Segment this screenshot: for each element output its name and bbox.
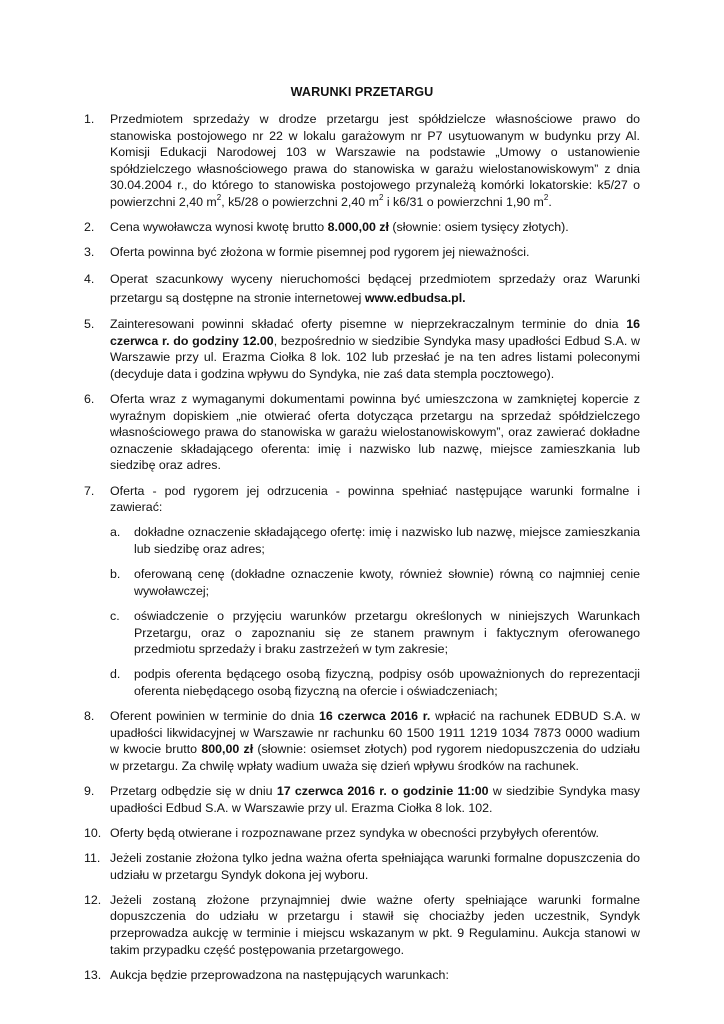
list-item [84,850,640,883]
sub-item [110,608,640,658]
item-text: , bezpośrednio w siedzibie Syndyka masy upadłości Edbud S.A. w Warszawie przy ul. Erazma Ciołka 8 lok. 102 lub przesłać je na ten adres listami poleconymi (decyduje data i godzina wpływu do Syndyka, nie zaś data stempla pocztowego). [110,333,640,381]
item-number: 7. [84,483,95,498]
bold-text: 16 czerwca r. do godziny 12.00 [110,317,640,348]
list-item [84,244,640,261]
list-item [84,391,640,474]
sub-item-text: podpis oferenta będącego osobą fizyczną, podpisy osób upoważnionych do reprezentacji oferenta niebędącego osobą fizyczną na ofercie i oświadczeniach; [134,667,640,698]
item-number: 6. [84,392,95,407]
list-item [84,219,640,236]
list-item [84,967,640,984]
item-number: 3. [84,245,95,260]
item-number: 10. [84,825,102,840]
item-number: 8. [84,709,95,724]
list-item [84,111,640,211]
item-number: 4. [84,271,95,286]
item-text: Operat szacunkowy wyceny nieruchomości będącej przedmiotem sprzedaży oraz Warunki przetargu są dostępne na stronie internetowej [110,271,640,305]
sub-item-text: oferowaną cenę (dokładne oznaczenie kwoty, również słownie) równą co najmniej cenie wywoławczej; [134,567,640,598]
item-text: , k5/28 o powierzchni 2,40 m [221,194,379,209]
superscript: 2 [216,192,222,202]
list-item [84,316,640,382]
superscript: 2 [543,192,549,202]
list-item [84,483,640,700]
item-text: Oferta - pod rygorem jej odrzucenia - powinna spełniać następujące warunki formalne i zawierać: [110,483,640,515]
conditions-list [84,111,640,992]
superscript: 2 [378,192,384,202]
item-number: 9. [84,784,95,799]
item-text: Oferty będą otwierane i rozpoznawane przez syndyka w obecności przybyłych oferentów. [110,825,599,840]
list-item [84,270,640,308]
list-item [84,783,640,816]
sub-item-letter: d. [110,667,121,682]
sub-item [110,524,640,557]
item-number: 1. [84,112,95,126]
item-number: 11. [84,851,101,866]
sub-item [110,666,640,699]
document-title: WARUNKI PRZETARGU [290,85,434,99]
sub-item-letter: c. [110,609,120,623]
bold-text: 17 czerwca 2016 r. o godzinie 11:00 [276,784,489,799]
item-text: wpłacić na rachunek EDBUD S.A. w upadłości likwidacyjnej w Warszawie nr rachunku 60 1500 1911 1219 1034 7873 0000 wadium w kwocie brutto [110,709,640,757]
sub-item-text: oświadczenie o przyjęciu warunków przetargu określonych w niniejszych Warunkach Przetargu, oraz o zapoznaniu się ze stanem prawnym i faktycznym oferowanego przedmiotu sprzedaży i braku zastrzeżeń w tym zakresie; [134,609,640,657]
item-text: Oferta powinna być złożona w formie pisemnej pod rygorem jej nieważności. [110,245,530,260]
item-text: Oferta wraz z wymaganymi dokumentami powinna być umieszczona w zamkniętej kopercie z wyraźnym dopiskiem „nie otwierać oferta dotycząca przetargu na sprzedaż spółdzielczego własnościowego prawa do stanowiska w garażu wielostanowiskowym”, oraz zawierać dokładne oznaczenie składającego oferenta: imię i nazwisko lub nazwę, miejsce zamieszkania lub siedzibę oraz adres. [110,392,640,473]
item-number: 2. [84,220,95,235]
bold-text: 8.000,00 zł [327,220,389,235]
website-link-text: www.edbudsa.pl. [364,290,466,305]
item-number: 12. [84,892,102,907]
item-text: (słownie: osiem tysięcy złotych). [388,220,569,235]
sub-item [110,566,640,599]
list-item [84,825,640,842]
item-text: Oferent powinien w terminie do dnia [110,709,319,724]
list-item [84,708,640,774]
item-text: (słownie: osiemset złotych) pod rygorem niedopuszczenia do udziału w przetargu. Za chwilę wpłaty wadium uważa się dzień wpływu środków na rachunek. [110,742,640,773]
item-text: Jeżeli zostaną złożone przynajmniej dwie ważne oferty spełniające warunki formalne dopuszczenia do udziału w przetargu i stawił się chociażby jeden uczestnik, Syndyk przeprowadza aukcję w terminie i miejscu wskazanym w pkt. 9 Regulaminu. Aukcja stanowi w takim przypadku część postępowania przetargowego. [110,892,640,957]
bold-text: 16 czerwca 2016 r. [318,709,431,724]
item-text: Zainteresowani powinni składać oferty pisemne w nieprzekraczalnym terminie do dnia [110,317,627,332]
item-text: i k6/31 o powierzchni 1,90 m [383,194,544,209]
sub-item-letter: b. [110,567,121,582]
item-text: Cena wywoławcza wynosi kwotę brutto [110,220,328,235]
item-text: Przetarg odbędzie się w dniu [110,784,277,799]
item-text: Aukcja będzie przeprowadzona na następujących warunkach: [110,967,449,982]
item-text: . [548,194,552,209]
item-text: w siedzibie Syndyka masy upadłości Edbud S.A. w Warszawie przy ul. Erazma Ciołka 8 lok. 102. [110,784,641,815]
item-number: 13. [84,967,102,982]
list-item [84,892,640,958]
sub-item-text: dokładne oznaczenie składającego ofertę: imię i nazwisko lub nazwę, miejsce zamieszkania lub siedzibę oraz adres; [134,525,640,557]
item-number: 5. [84,317,95,332]
item-text: Jeżeli zostanie złożona tylko jedna ważna oferta spełniająca warunki formalne dopuszczenia do udziału w przetargu Syndyk dokona jej wyboru. [110,851,640,882]
bold-text: 800,00 zł [201,742,254,757]
item-text: Przedmiotem sprzedaży w drodze przetargu jest spółdzielcze własnościowe prawo do stanowiska postojowego nr 22 w lokalu garażowym nr P7 usytuowanym w budynku przy Al. Komisji Edukacji Narodowej 103 w Warszawie na podstawie „Umowy o ustanowienie spółdzielczego własnościowego prawa do stanowiska w garażu wielostanowiskowym” z dnia 30.04.2004 r., do którego to stanowiska postojowego przynależą komórki lokatorskie: k5/27 o powierzchni 2,40 m [110,112,640,209]
sub-item-letter: a. [110,525,121,540]
